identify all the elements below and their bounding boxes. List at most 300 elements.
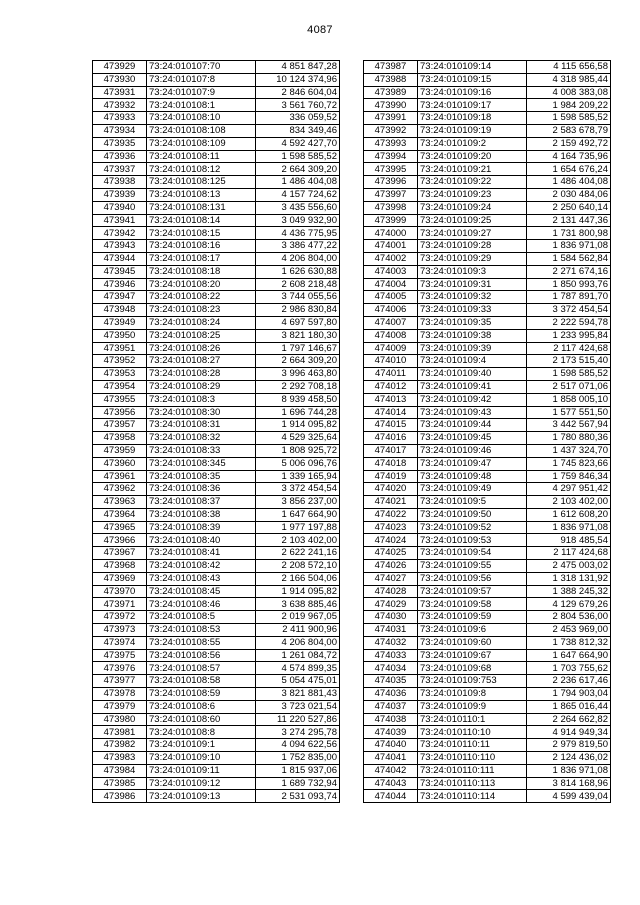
record-number-cell: 473979: [93, 700, 147, 713]
table-row: [93, 713, 340, 726]
table-row: [364, 368, 611, 381]
value-cell: 4 115 656,58: [527, 61, 611, 74]
value-cell: 1 233 995,84: [527, 329, 611, 342]
record-number-cell: 473968: [93, 560, 147, 573]
cadastral-number-cell: 73:24:010107:9: [147, 86, 256, 99]
table-row: [93, 214, 340, 227]
record-number-cell: 473964: [93, 508, 147, 521]
table-row: [364, 598, 611, 611]
record-number-cell: 474002: [364, 252, 418, 265]
cadastral-number-cell: 73:24:010108:12: [147, 163, 256, 176]
record-number-cell: 474012: [364, 380, 418, 393]
value-cell: 2 664 309,20: [256, 163, 340, 176]
value-cell: 1 865 016,44: [527, 700, 611, 713]
value-cell: 1 703 755,62: [527, 662, 611, 675]
cadastral-number-cell: 73:24:010108:15: [147, 227, 256, 240]
value-cell: 3 744 055,56: [256, 291, 340, 304]
cadastral-number-cell: 73:24:010108:13: [147, 188, 256, 201]
table-row: [93, 662, 340, 675]
record-number-cell: 473974: [93, 636, 147, 649]
record-number-cell: 474042: [364, 764, 418, 777]
value-cell: 2 222 594,78: [527, 316, 611, 329]
cadastral-number-cell: 73:24:010109:12: [147, 777, 256, 790]
cadastral-number-cell: 73:24:010108:10: [147, 112, 256, 125]
record-number-cell: 474029: [364, 598, 418, 611]
record-number-cell: 474003: [364, 265, 418, 278]
value-cell: 1 794 903,04: [527, 688, 611, 701]
record-number-cell: 474005: [364, 291, 418, 304]
table-row: [93, 163, 340, 176]
table-row: [93, 278, 340, 291]
table-row: [364, 662, 611, 675]
value-cell: 2 117 424,68: [527, 342, 611, 355]
record-number-cell: 474040: [364, 739, 418, 752]
record-number-cell: 473986: [93, 790, 147, 803]
cadastral-number-cell: 73:24:010109:20: [418, 150, 527, 163]
record-number-cell: 473950: [93, 329, 147, 342]
cadastral-number-cell: 73:24:010110:110: [418, 752, 527, 765]
cadastral-number-cell: 73:24:010108:45: [147, 585, 256, 598]
cadastral-number-cell: 73:24:010109:46: [418, 444, 527, 457]
record-number-cell: 474039: [364, 726, 418, 739]
cadastral-number-cell: 73:24:010109:4: [418, 355, 527, 368]
value-cell: 2 292 708,18: [256, 380, 340, 393]
table-row: [364, 636, 611, 649]
record-number-cell: 474008: [364, 329, 418, 342]
cadastral-number-cell: 73:24:010109:42: [418, 393, 527, 406]
record-number-cell: 473990: [364, 99, 418, 112]
value-cell: 2 664 309,20: [256, 355, 340, 368]
record-number-cell: 474024: [364, 534, 418, 547]
cadastral-number-cell: 73:24:010108:26: [147, 342, 256, 355]
table-row: [93, 176, 340, 189]
record-number-cell: 473955: [93, 393, 147, 406]
value-cell: 1 731 800,98: [527, 227, 611, 240]
value-cell: 2 622 241,16: [256, 547, 340, 560]
record-number-cell: 473981: [93, 726, 147, 739]
value-cell: 2 159 492,72: [527, 137, 611, 150]
value-cell: 4 157 724,62: [256, 188, 340, 201]
record-number-cell: 474001: [364, 240, 418, 253]
cadastral-number-cell: 73:24:010109:18: [418, 112, 527, 125]
cadastral-number-cell: 73:24:010108:37: [147, 496, 256, 509]
cadastral-number-cell: 73:24:010109:28: [418, 240, 527, 253]
value-cell: 1 977 197,88: [256, 521, 340, 534]
value-cell: 3 386 477,22: [256, 240, 340, 253]
table-row: [93, 240, 340, 253]
table-row: [364, 278, 611, 291]
record-number-cell: 473993: [364, 137, 418, 150]
cadastral-number-cell: 73:24:010108:16: [147, 240, 256, 253]
record-number-cell: 474031: [364, 624, 418, 637]
record-number-cell: 473946: [93, 278, 147, 291]
record-number-cell: 473951: [93, 342, 147, 355]
table-row: [364, 585, 611, 598]
value-cell: 1 598 585,52: [527, 112, 611, 125]
table-row: [93, 777, 340, 790]
cadastral-number-cell: 73:24:010108:125: [147, 176, 256, 189]
table-row: [364, 214, 611, 227]
cadastral-number-cell: 73:24:010108:33: [147, 444, 256, 457]
value-cell: 1 850 993,76: [527, 278, 611, 291]
value-cell: 3 996 463,80: [256, 368, 340, 381]
table-row: [364, 393, 611, 406]
record-number-cell: 474041: [364, 752, 418, 765]
cadastral-number-cell: 73:24:010109:14: [418, 61, 527, 74]
table-row: [364, 624, 611, 637]
page-number: 4087: [307, 24, 333, 36]
table-row: [93, 649, 340, 662]
cadastral-number-cell: 73:24:010109:56: [418, 572, 527, 585]
table-row: [93, 291, 340, 304]
table-row: [93, 419, 340, 432]
table-row: [364, 688, 611, 701]
record-number-cell: 474027: [364, 572, 418, 585]
record-number-cell: 473977: [93, 675, 147, 688]
record-number-cell: 473967: [93, 547, 147, 560]
value-cell: 4 574 899,35: [256, 662, 340, 675]
table-row: [364, 252, 611, 265]
value-cell: 336 059,52: [256, 112, 340, 125]
value-cell: 1 858 005,10: [527, 393, 611, 406]
cadastral-number-cell: 73:24:010108:14: [147, 214, 256, 227]
value-cell: 4 592 427,70: [256, 137, 340, 150]
table-row: [364, 547, 611, 560]
value-cell: 4 599 439,04: [527, 790, 611, 803]
cadastral-number-cell: 73:24:010109:47: [418, 457, 527, 470]
cadastral-number-cell: 73:24:010109:10: [147, 752, 256, 765]
cadastral-number-cell: 73:24:010108:27: [147, 355, 256, 368]
value-cell: 1 914 095,82: [256, 585, 340, 598]
value-cell: 4 529 325,64: [256, 432, 340, 445]
value-cell: 834 349,46: [256, 124, 340, 137]
table-row: [93, 444, 340, 457]
value-cell: 1 261 084,72: [256, 649, 340, 662]
record-number-cell: 473943: [93, 240, 147, 253]
cadastral-number-cell: 73:24:010109:41: [418, 380, 527, 393]
cadastral-number-cell: 73:24:010109:53: [418, 534, 527, 547]
table-row: [93, 547, 340, 560]
table-row: [93, 124, 340, 137]
cadastral-number-cell: 73:24:010109:39: [418, 342, 527, 355]
table-row: [364, 713, 611, 726]
cadastral-number-cell: 73:24:010109:13: [147, 790, 256, 803]
table-row: [93, 265, 340, 278]
record-number-cell: 473983: [93, 752, 147, 765]
record-number-cell: 474030: [364, 611, 418, 624]
table-row: [93, 764, 340, 777]
record-number-cell: 473994: [364, 150, 418, 163]
cadastral-number-cell: 73:24:010109:29: [418, 252, 527, 265]
value-cell: 1 797 146,67: [256, 342, 340, 355]
table-row: [93, 470, 340, 483]
cadastral-number-cell: 73:24:010108:41: [147, 547, 256, 560]
record-number-cell: 473996: [364, 176, 418, 189]
table-row: [93, 675, 340, 688]
cadastral-number-cell: 73:24:010109:67: [418, 649, 527, 662]
record-number-cell: 473982: [93, 739, 147, 752]
cadastral-number-cell: 73:24:010109:48: [418, 470, 527, 483]
table-row: [93, 483, 340, 496]
value-cell: 4 206 804,00: [256, 636, 340, 649]
cadastral-number-cell: 73:24:010110:111: [418, 764, 527, 777]
cadastral-number-cell: 73:24:010109:9: [418, 700, 527, 713]
table-row: [364, 483, 611, 496]
table-row: [93, 380, 340, 393]
cadastral-number-cell: 73:24:010108:42: [147, 560, 256, 573]
value-cell: 8 939 458,50: [256, 393, 340, 406]
table-row: [93, 432, 340, 445]
record-number-cell: 473945: [93, 265, 147, 278]
cadastral-number-cell: 73:24:010108:31: [147, 419, 256, 432]
record-number-cell: 474036: [364, 688, 418, 701]
table-row: [93, 329, 340, 342]
record-number-cell: 473958: [93, 432, 147, 445]
table-row: [93, 201, 340, 214]
table-row: [93, 393, 340, 406]
value-cell: 1 388 245,32: [527, 585, 611, 598]
table-row: [93, 636, 340, 649]
value-cell: 3 814 168,96: [527, 777, 611, 790]
record-number-cell: 473970: [93, 585, 147, 598]
table-row: [364, 444, 611, 457]
value-cell: 1 815 937,06: [256, 764, 340, 777]
table-row: [93, 99, 340, 112]
cadastral-number-cell: 73:24:010108:36: [147, 483, 256, 496]
cadastral-number-cell: 73:24:010109:27: [418, 227, 527, 240]
value-cell: 3 561 760,72: [256, 99, 340, 112]
value-cell: 1 745 823,66: [527, 457, 611, 470]
table-row: [364, 176, 611, 189]
cadastral-number-cell: 73:24:010108:1: [147, 99, 256, 112]
cadastral-number-cell: 73:24:010108:20: [147, 278, 256, 291]
cadastral-number-cell: 73:24:010108:46: [147, 598, 256, 611]
table-row: [93, 112, 340, 125]
table-row: [93, 739, 340, 752]
record-number-cell: 473932: [93, 99, 147, 112]
table-row: [364, 534, 611, 547]
value-cell: 2 250 640,14: [527, 201, 611, 214]
table-row: [93, 457, 340, 470]
table-row: [364, 112, 611, 125]
value-cell: 4 436 775,95: [256, 227, 340, 240]
value-cell: 1 914 095,82: [256, 419, 340, 432]
record-number-cell: 473938: [93, 176, 147, 189]
cadastral-number-cell: 73:24:010108:131: [147, 201, 256, 214]
record-number-cell: 474016: [364, 432, 418, 445]
record-number-cell: 474004: [364, 278, 418, 291]
value-cell: 2 583 678,79: [527, 124, 611, 137]
record-number-cell: 474035: [364, 675, 418, 688]
value-cell: 2 979 819,50: [527, 739, 611, 752]
record-number-cell: 474013: [364, 393, 418, 406]
table-row: [93, 598, 340, 611]
cadastral-number-cell: 73:24:010109:2: [418, 137, 527, 150]
record-number-cell: 473999: [364, 214, 418, 227]
table-row: [364, 406, 611, 419]
cadastral-number-cell: 73:24:010109:35: [418, 316, 527, 329]
cadastral-number-cell: 73:24:010108:17: [147, 252, 256, 265]
value-cell: 4 129 679,26: [527, 598, 611, 611]
record-number-cell: 473969: [93, 572, 147, 585]
cadastral-number-cell: 73:24:010109:40: [418, 368, 527, 381]
record-number-cell: 473960: [93, 457, 147, 470]
table-row: [93, 150, 340, 163]
value-cell: 918 485,54: [527, 534, 611, 547]
table-row: [364, 163, 611, 176]
table-row: [364, 188, 611, 201]
data-table-left: [92, 60, 340, 803]
table-row: [93, 585, 340, 598]
record-number-cell: 473997: [364, 188, 418, 201]
cadastral-number-cell: 73:24:010108:58: [147, 675, 256, 688]
table-row: [93, 790, 340, 803]
table-row: [364, 240, 611, 253]
value-cell: 1 836 971,08: [527, 521, 611, 534]
table-row: [93, 368, 340, 381]
table-row: [364, 61, 611, 74]
record-number-cell: 473978: [93, 688, 147, 701]
cadastral-number-cell: 73:24:010109:15: [418, 73, 527, 86]
cadastral-number-cell: 73:24:010109:32: [418, 291, 527, 304]
record-number-cell: 473963: [93, 496, 147, 509]
cadastral-number-cell: 73:24:010108:53: [147, 624, 256, 637]
value-cell: 2 531 093,74: [256, 790, 340, 803]
cadastral-number-cell: 73:24:010108:5: [147, 611, 256, 624]
cadastral-number-cell: 73:24:010108:38: [147, 508, 256, 521]
record-number-cell: 474021: [364, 496, 418, 509]
record-number-cell: 473930: [93, 73, 147, 86]
cadastral-number-cell: 73:24:010108:28: [147, 368, 256, 381]
value-cell: 10 124 374,96: [256, 73, 340, 86]
record-number-cell: 474033: [364, 649, 418, 662]
value-cell: 1 339 165,94: [256, 470, 340, 483]
record-number-cell: 474019: [364, 470, 418, 483]
record-number-cell: 474000: [364, 227, 418, 240]
record-number-cell: 473940: [93, 201, 147, 214]
cadastral-number-cell: 73:24:010108:24: [147, 316, 256, 329]
cadastral-number-cell: 73:24:010108:11: [147, 150, 256, 163]
record-number-cell: 473966: [93, 534, 147, 547]
table-row: [93, 227, 340, 240]
cadastral-number-cell: 73:24:010108:18: [147, 265, 256, 278]
table-row: [364, 124, 611, 137]
table-row: [364, 201, 611, 214]
value-cell: 4 206 804,00: [256, 252, 340, 265]
value-cell: 2 103 402,00: [256, 534, 340, 547]
cadastral-number-cell: 73:24:010109:68: [418, 662, 527, 675]
value-cell: 5 006 096,76: [256, 457, 340, 470]
table-row: [364, 304, 611, 317]
record-number-cell: 474014: [364, 406, 418, 419]
table-row: [93, 316, 340, 329]
table-row: [93, 726, 340, 739]
value-cell: 1 647 664,90: [256, 508, 340, 521]
record-number-cell: 474017: [364, 444, 418, 457]
record-number-cell: 473929: [93, 61, 147, 74]
record-number-cell: 474037: [364, 700, 418, 713]
value-cell: 2 271 674,16: [527, 265, 611, 278]
cadastral-number-cell: 73:24:010108:59: [147, 688, 256, 701]
table-row: [364, 99, 611, 112]
value-cell: 3 372 454,54: [527, 304, 611, 317]
table-row: [93, 252, 340, 265]
value-cell: 1 612 608,20: [527, 508, 611, 521]
value-cell: 3 049 932,90: [256, 214, 340, 227]
value-cell: 2 103 402,00: [527, 496, 611, 509]
data-table-right: [363, 60, 611, 803]
value-cell: 4 318 985,44: [527, 73, 611, 86]
cadastral-number-cell: 73:24:010109:3: [418, 265, 527, 278]
record-number-cell: 473952: [93, 355, 147, 368]
value-cell: 2 517 071,06: [527, 380, 611, 393]
table-row: [364, 355, 611, 368]
table-row: [364, 342, 611, 355]
value-cell: 1 787 891,70: [527, 291, 611, 304]
value-cell: 1 984 209,22: [527, 99, 611, 112]
table-row: [93, 86, 340, 99]
record-number-cell: 473992: [364, 124, 418, 137]
value-cell: 1 808 925,72: [256, 444, 340, 457]
table-row: [93, 61, 340, 74]
value-cell: 1 437 324,70: [527, 444, 611, 457]
value-cell: 1 752 835,00: [256, 752, 340, 765]
value-cell: 4 851 847,28: [256, 61, 340, 74]
value-cell: 2 804 536,00: [527, 611, 611, 624]
record-number-cell: 474023: [364, 521, 418, 534]
value-cell: 2 236 617,46: [527, 675, 611, 688]
record-number-cell: 473989: [364, 86, 418, 99]
record-number-cell: 473987: [364, 61, 418, 74]
table-row: [364, 764, 611, 777]
cadastral-number-cell: 73:24:010108:109: [147, 137, 256, 150]
record-number-cell: 473948: [93, 304, 147, 317]
record-number-cell: 473957: [93, 419, 147, 432]
record-number-cell: 473991: [364, 112, 418, 125]
value-cell: 3 435 556,60: [256, 201, 340, 214]
record-number-cell: 474026: [364, 560, 418, 573]
value-cell: 1 654 676,24: [527, 163, 611, 176]
value-cell: 2 264 662,82: [527, 713, 611, 726]
record-number-cell: 473988: [364, 73, 418, 86]
cadastral-number-cell: 73:24:010108:55: [147, 636, 256, 649]
cadastral-number-cell: 73:24:010109:45: [418, 432, 527, 445]
cadastral-number-cell: 73:24:010110:113: [418, 777, 527, 790]
value-cell: 4 914 949,34: [527, 726, 611, 739]
cadastral-number-cell: 73:24:010109:24: [418, 201, 527, 214]
cadastral-number-cell: 73:24:010107:70: [147, 61, 256, 74]
cadastral-number-cell: 73:24:010108:30: [147, 406, 256, 419]
table-row: [93, 508, 340, 521]
record-number-cell: 473947: [93, 291, 147, 304]
record-number-cell: 474028: [364, 585, 418, 598]
value-cell: 1 318 131,92: [527, 572, 611, 585]
value-cell: 1 689 732,94: [256, 777, 340, 790]
record-number-cell: 473995: [364, 163, 418, 176]
value-cell: 1 626 630,88: [256, 265, 340, 278]
table-row: [364, 316, 611, 329]
table-row: [364, 675, 611, 688]
table-row: [364, 777, 611, 790]
value-cell: 2 986 830,84: [256, 304, 340, 317]
record-number-cell: 473936: [93, 150, 147, 163]
cadastral-number-cell: 73:24:010110:1: [418, 713, 527, 726]
cadastral-number-cell: 73:24:010109:55: [418, 560, 527, 573]
cadastral-number-cell: 73:24:010109:23: [418, 188, 527, 201]
value-cell: 3 856 237,00: [256, 496, 340, 509]
value-cell: 1 577 551,50: [527, 406, 611, 419]
value-cell: 2 208 572,10: [256, 560, 340, 573]
